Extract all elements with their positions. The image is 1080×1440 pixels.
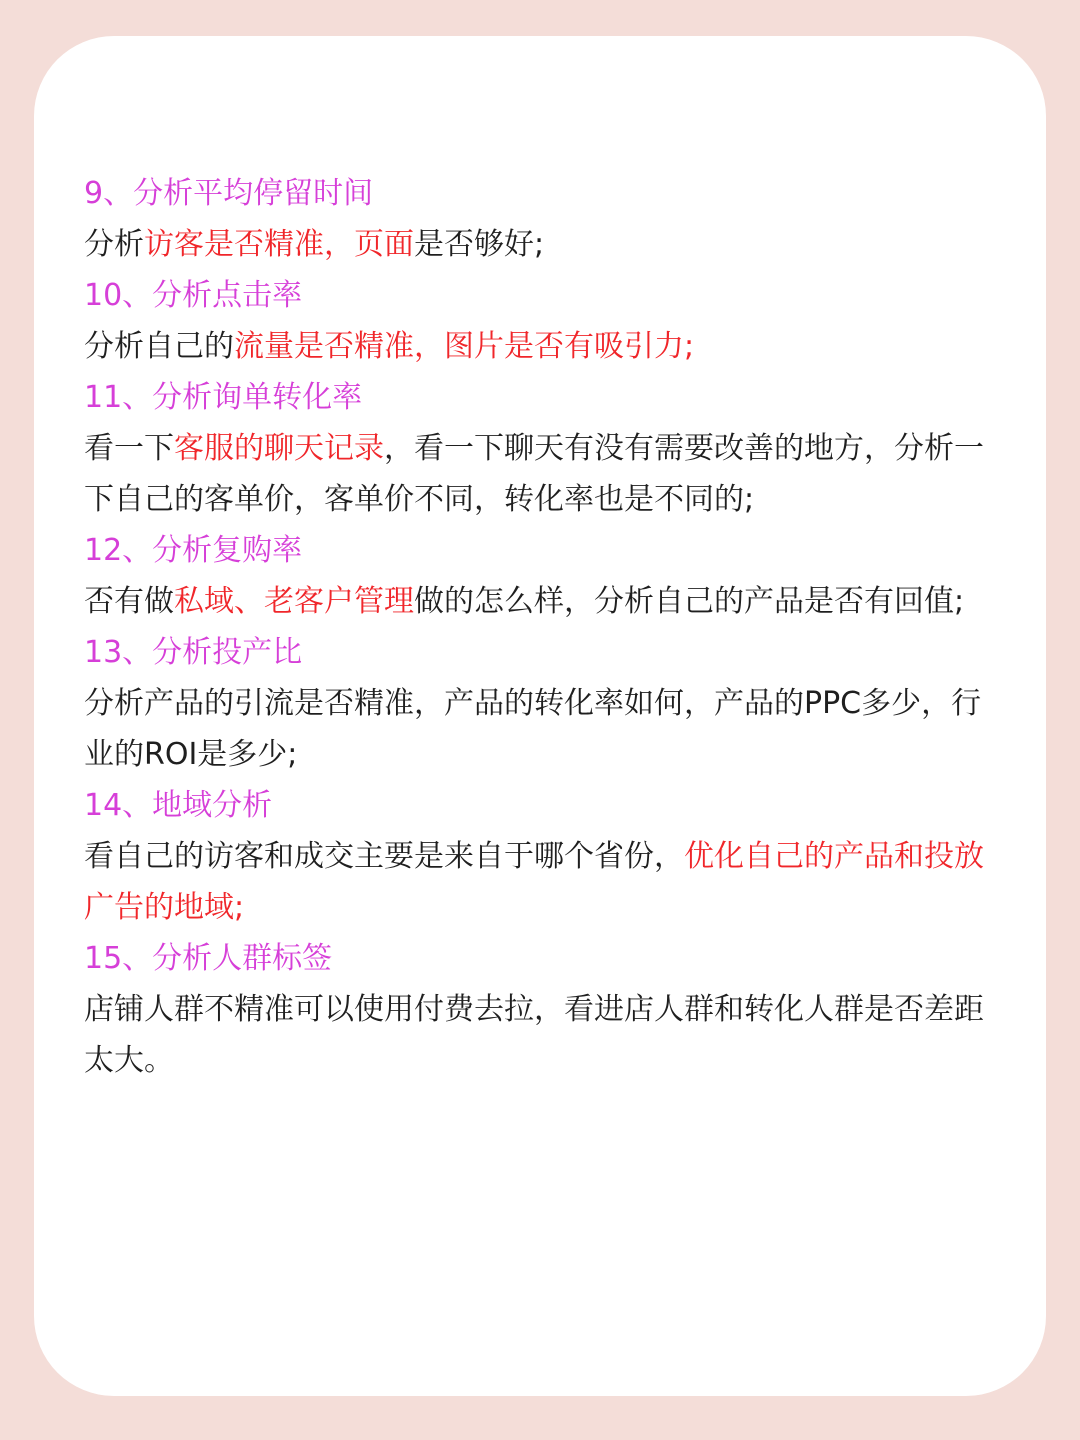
highlighted-text: 流量是否精准，图片是否有吸引力;	[234, 329, 695, 364]
section-body	[84, 576, 998, 627]
section-heading: 14、地域分析	[84, 788, 273, 823]
section-body	[84, 984, 998, 1086]
body-text-segment: 分析	[84, 227, 144, 262]
section-heading: 12、分析复购率	[84, 533, 303, 568]
section-body	[84, 219, 998, 270]
highlighted-text: 私域、老客户管理	[174, 584, 414, 619]
body-text-segment: 是否够好;	[414, 227, 545, 262]
article-content	[84, 168, 998, 1086]
body-text-segment: 分析产品的引流是否精准，产品的转化率如何，产品的PPC多少，行业的ROI是多少;	[84, 686, 982, 772]
content-card	[34, 36, 1046, 1396]
section-body	[84, 831, 998, 933]
body-text-segment: 店铺人群不精准可以使用付费去拉，看进店人群和转化人群是否差距太大。	[84, 992, 984, 1078]
highlighted-text: 客服的聊天记录	[174, 431, 384, 466]
section-heading: 15、分析人群标签	[84, 941, 333, 976]
section-body	[84, 423, 998, 525]
section-heading: 10、分析点击率	[84, 278, 303, 313]
section-heading: 11、分析询单转化率	[84, 380, 363, 415]
body-text-segment: ，看一下聊天有没有需要改善的地方，分析一下自己的客单价，客单价不同，转化率也是不同的;	[84, 431, 984, 517]
body-text-segment: 分析自己的	[84, 329, 234, 364]
section-heading: 9、分析平均停留时间	[84, 176, 374, 211]
body-text-segment: 否有做	[84, 584, 174, 619]
body-text-segment: 做的怎么样，分析自己的产品是否有回值;	[414, 584, 965, 619]
section-body	[84, 321, 998, 372]
body-text-segment: 看一下	[84, 431, 174, 466]
body-text-segment: 看自己的访客和成交主要是来自于哪个省份，	[84, 839, 684, 874]
section-body	[84, 678, 998, 780]
highlighted-text: 访客是否精准，页面	[144, 227, 414, 262]
section-heading: 13、分析投产比	[84, 635, 303, 670]
highlighted-text: 优化自己的产品和投放广告的地域;	[84, 839, 984, 925]
